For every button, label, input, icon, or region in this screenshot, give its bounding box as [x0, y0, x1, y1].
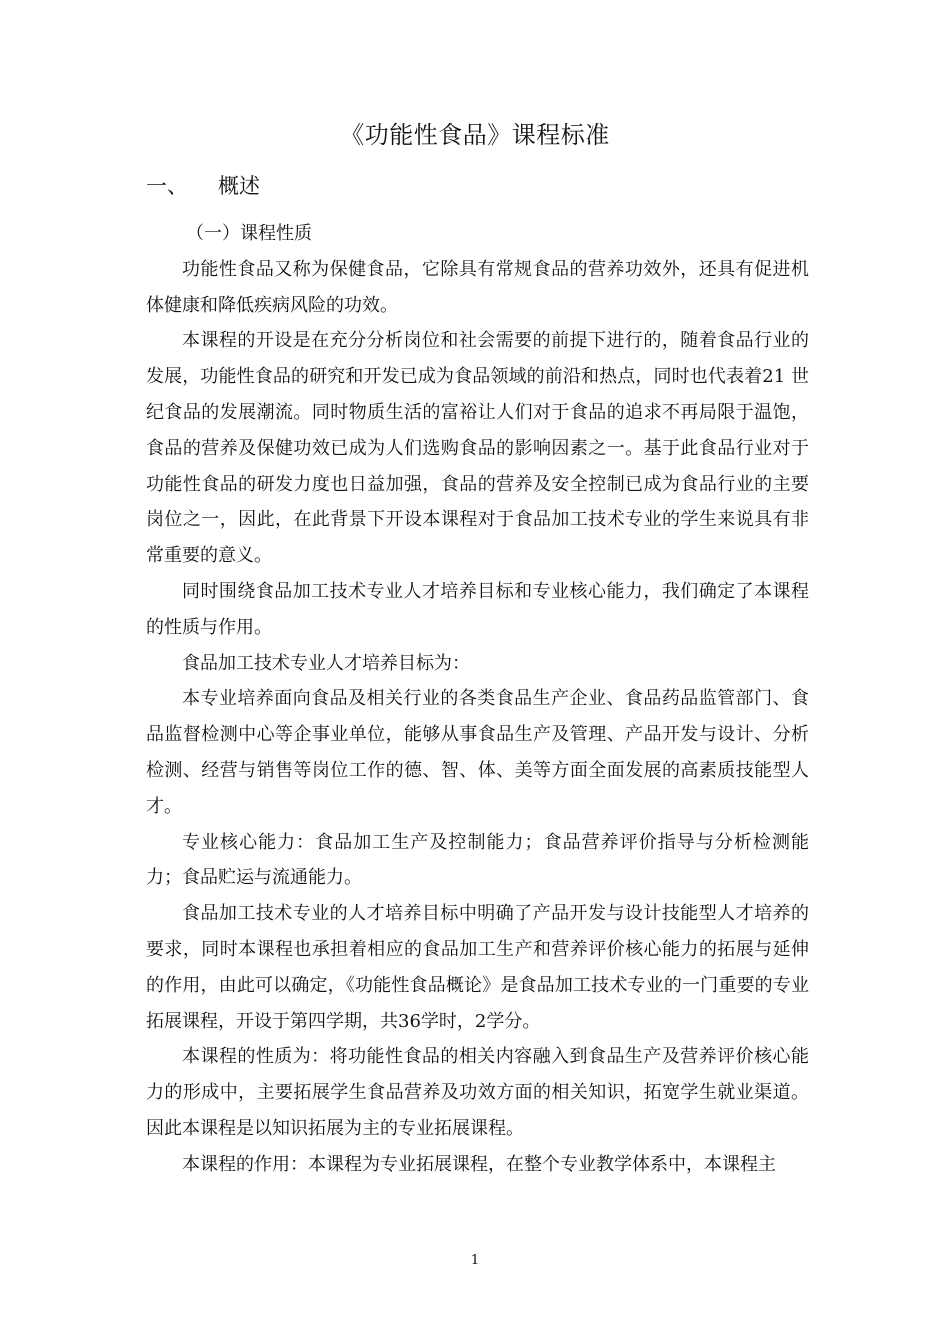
paragraph: 本课程的性质为：将功能性食品的相关内容融入到食品生产及营养评价核心能力的形成中，主要拓展学生食品营养及功效方面的相关知识，拓宽学生就业渠道。因此本课程是以知识拓展为主的专业拓展课程。	[146, 1046, 809, 1139]
paragraph: 专业核心能力：食品加工生产及控制能力；食品营养评价指导与分析检测能力；食品贮运与流通能力。	[146, 831, 809, 889]
paragraph: 功能性食品又称为保健食品，它除具有常规食品的营养功效外，还具有促进机体健康和降低疾病风险的功效。	[146, 258, 809, 316]
section-heading	[146, 170, 260, 202]
paragraph: 同时围绕食品加工技术专业人才培养目标和专业核心能力，我们确定了本课程的性质与作用。	[146, 580, 809, 638]
paragraph: 本专业培养面向食品及相关行业的各类食品生产企业、食品药品监管部门、食品监督检测中心等企事业单位，能够从事食品生产及管理、产品开发与设计、分析检测、经营与销售等岗位工作的德、智、体、美等方面全面发展的高素质技能型人才。	[146, 688, 809, 817]
document-title: 《功能性食品》课程标准	[340, 121, 610, 149]
section-number: 一、	[146, 174, 188, 198]
paragraph: 本课程的开设是在充分分析岗位和社会需要的前提下进行的，随着食品行业的发展，功能性食品的研究和开发已成为食品领域的前沿和热点，同时也代表着21 世纪食品的发展潮流。同时物质生活的富裕让人们对于食品的追求不再局限于温饱，食品的营养及保健功效已成为人们选购食品的影响因素之一。基于此食品行业对于功能性食品的研发力度也日益加强，食品的营养及安全控制已成为食品行业的主要岗位之一，因此，在此背景下开设本课程对于食品加工技术专业的学生来说具有非常重要的意义。	[146, 330, 809, 567]
paragraph: 本课程的作用：本课程为专业拓展课程，在整个专业教学体系中，本课程主	[182, 1153, 776, 1175]
paragraph: 食品加工技术专业人才培养目标为：	[182, 652, 470, 674]
paragraph: 食品加工技术专业的人才培养目标中明确了产品开发与设计技能型人才培养的要求，同时本课程也承担着相应的食品加工生产和营养评价核心能力的拓展与延伸的作用，由此可以确定，《功能性食品概论》是食品加工技术专业的一门重要的专业拓展课程，开设于第四学期，共36学时，2学分。	[146, 903, 809, 1032]
document-body	[146, 216, 809, 1183]
subsection-heading: （一）课程性质	[186, 223, 312, 244]
page-number: 1	[470, 1253, 480, 1268]
section-title: 概述	[218, 174, 260, 198]
